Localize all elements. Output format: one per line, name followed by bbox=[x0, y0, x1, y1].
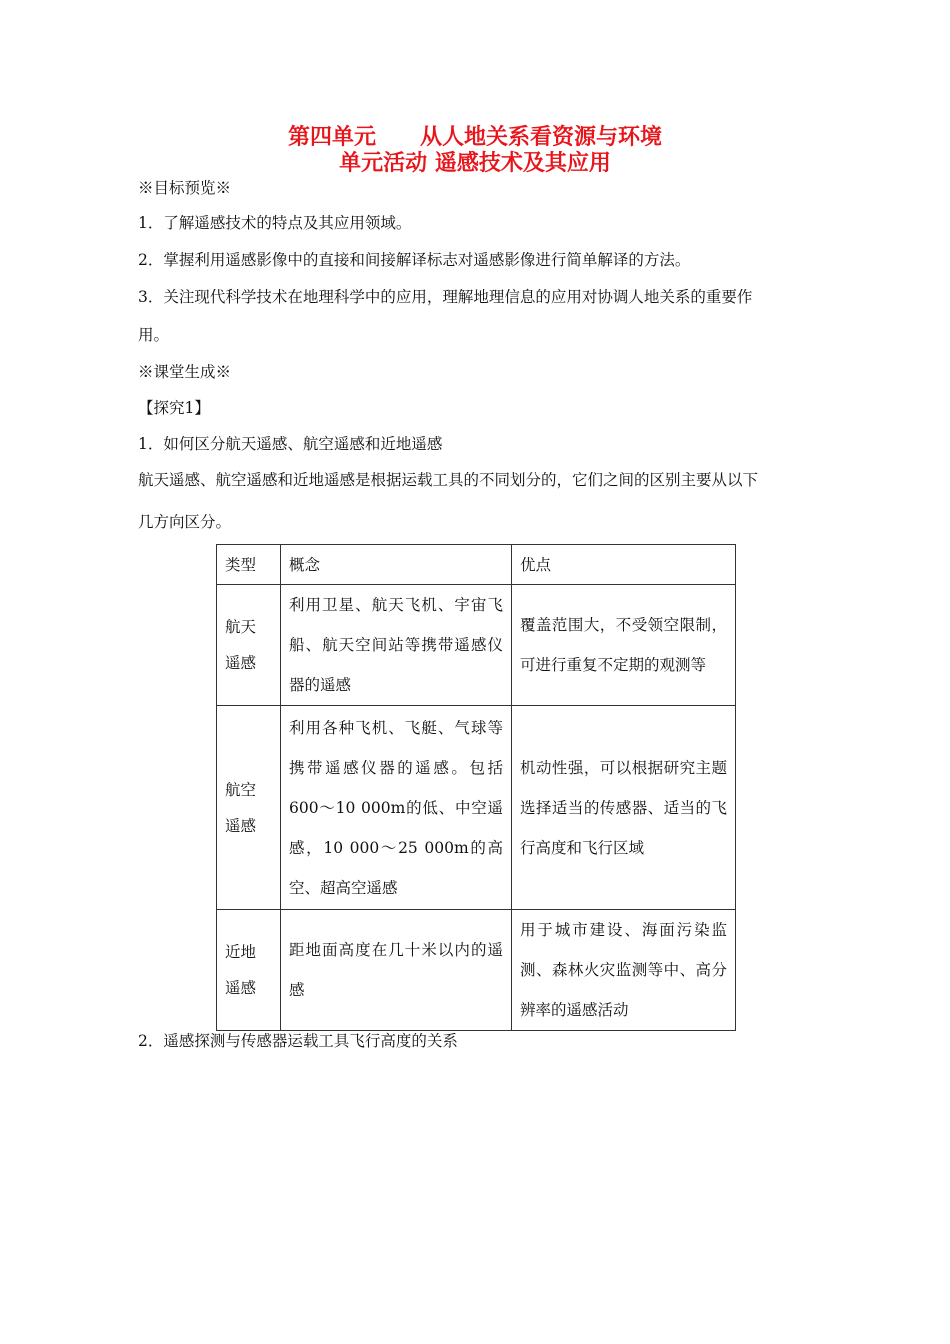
row-concept-cell: 利用卫星、航天飞机、宇宙飞船、航天空间站等携带遥感仪器的遥感 bbox=[281, 585, 512, 706]
table-row bbox=[217, 910, 736, 1031]
header-advantage: 优点 bbox=[512, 545, 736, 585]
row-type-cell: 航空遥感 bbox=[225, 780, 257, 835]
table-row bbox=[217, 706, 736, 910]
goal-item-2: 2．掌握利用遥感影像中的直接和间接解译标志对遥感影像进行简单解译的方法。 bbox=[138, 251, 691, 269]
row-advantage-cell: 用于城市建设、海面污染监测、森林火灾监测等中、高分辨率的遥感活动 bbox=[512, 910, 736, 1031]
remote-sensing-table bbox=[216, 544, 736, 1031]
row-type-cell: 航天遥感 bbox=[225, 618, 257, 672]
table-header-row bbox=[217, 545, 736, 585]
question-2: 2．遥感探测与传感器运载工具飞行高度的关系 bbox=[138, 1032, 458, 1050]
class-section-header: ※课堂生成※ bbox=[138, 363, 232, 381]
question-1-text: 航天遥感、航空遥感和近地遥感是根据运载工具的不同划分的，它们之间的区别主要从以下 bbox=[138, 471, 759, 489]
row-type-cell: 近地遥感 bbox=[225, 943, 257, 997]
page-subtitle: 单元活动 遥感技术及其应用 bbox=[339, 151, 611, 176]
question-1-text-continued: 几方向区分。 bbox=[138, 513, 232, 531]
table-row bbox=[217, 585, 736, 706]
question-1: 1．如何区分航天遥感、航空遥感和近地遥感 bbox=[138, 435, 443, 453]
goal-item-3: 3．关注现代科学技术在地理科学中的应用，理解地理信息的应用对协调人地关系的重要作 bbox=[138, 288, 753, 306]
header-concept: 概念 bbox=[281, 545, 512, 585]
row-concept-cell: 利用各种飞机、飞艇、气球等携带遥感仪器的遥感。包括600～10 000m的低、中空遥感，10 000～25 000m的高空、超高空遥感 bbox=[281, 706, 512, 910]
header-type: 类型 bbox=[217, 545, 281, 585]
row-advantage-cell: 机动性强，可以根据研究主题选择适当的传感器、适当的飞行高度和飞行区域 bbox=[512, 706, 736, 910]
row-advantage-cell: 覆盖范围大，不受领空限制，可进行重复不定期的观测等 bbox=[512, 585, 736, 706]
page-title: 第四单元 从人地关系看资源与环境 bbox=[287, 125, 662, 150]
goal-item-3-continued: 用。 bbox=[138, 326, 170, 344]
explore-label: 【探究1】 bbox=[138, 399, 210, 417]
goal-item-1: 1．了解遥感技术的特点及其应用领域。 bbox=[138, 214, 412, 232]
goal-section-header: ※目标预览※ bbox=[138, 179, 232, 197]
row-concept-cell: 距地面高度在几十米以内的遥感 bbox=[281, 910, 512, 1031]
